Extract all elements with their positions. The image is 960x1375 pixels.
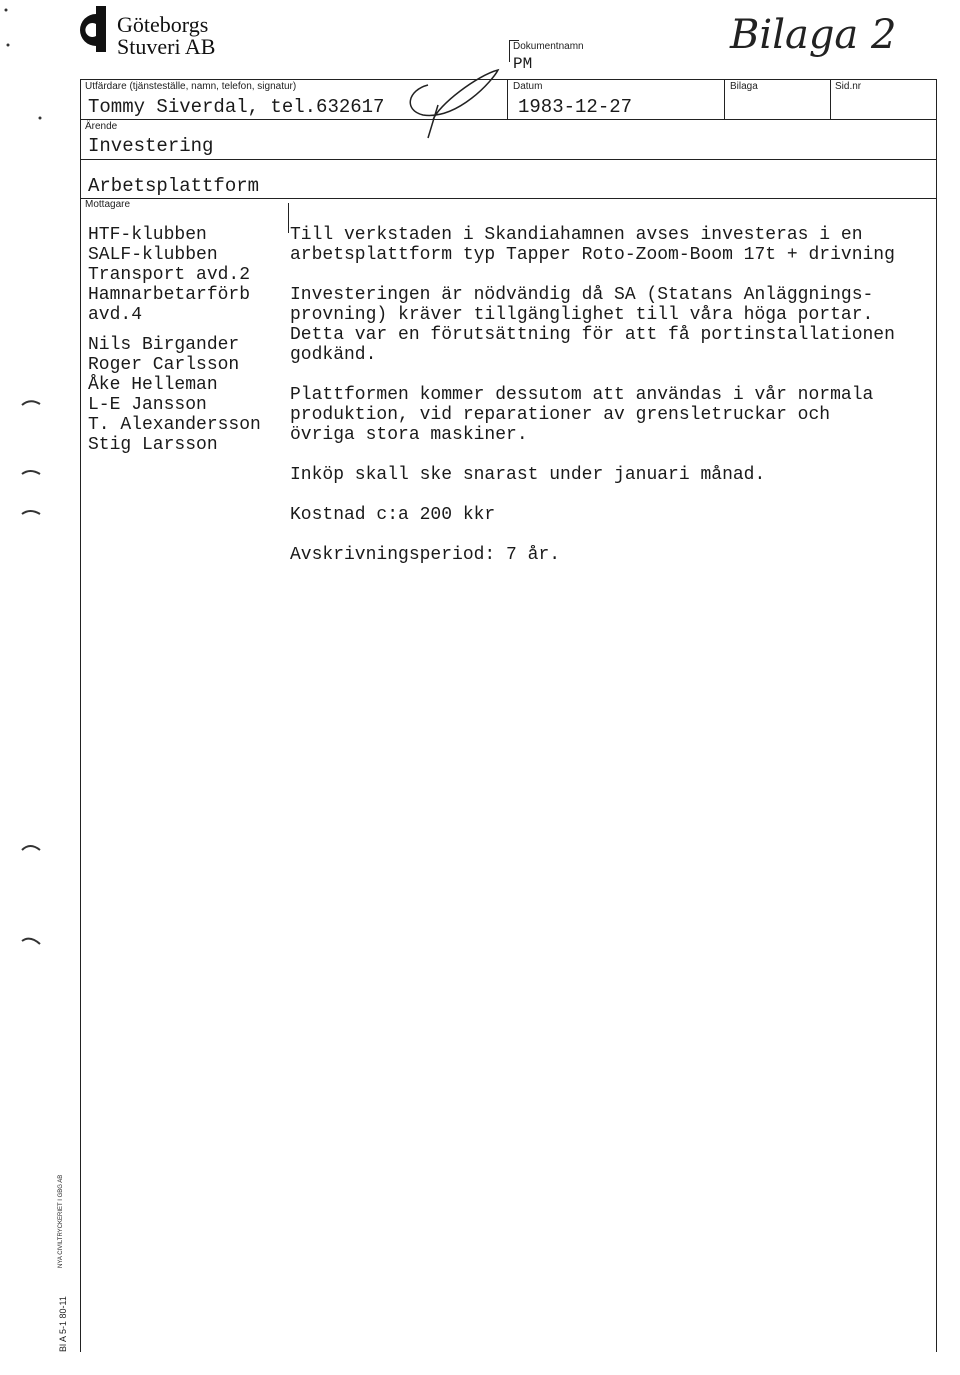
logo-line-2: Stuveri AB <box>117 34 216 59</box>
signature-scribble <box>398 60 508 140</box>
body-text <box>290 225 930 575</box>
mottagare-label: Mottagare <box>85 199 131 210</box>
sidnr-label: Sid.nr <box>835 81 862 92</box>
dokumentnamn-label: Dokumentnamn <box>513 41 584 52</box>
recipient-line: Stig Larsson <box>88 435 218 455</box>
rubrik-value: Arbetsplattform <box>88 175 260 197</box>
printer-imprint: NYA CIVILTRYCKERIET I GBG AB <box>58 1174 64 1268</box>
logo-line-1: Göteborgs <box>117 12 209 37</box>
logo-mark-icon <box>80 6 120 52</box>
recipient-line: avd.4 <box>88 305 143 325</box>
arende-label: Ärende <box>85 121 118 132</box>
body-line: provning) kräver tillgänglighet till våra höga portar. <box>290 305 874 325</box>
recipient-line: HTF-klubben <box>88 225 207 245</box>
datum-label: Datum <box>513 81 543 92</box>
recipient-line: L-E Jansson <box>88 395 207 415</box>
body-line: Avskrivningsperiod: 7 år. <box>290 545 561 565</box>
utfardare-label: Utfärdare (tjänsteställe, namn, telefon, signatur) <box>85 81 297 92</box>
bilaga-label: Bilaga <box>730 81 758 92</box>
recipient-list <box>88 225 288 465</box>
body-line: godkänd. <box>290 345 377 365</box>
recipient-line: SALF-klubben <box>88 245 218 265</box>
body-line: Plattformen kommer dessutom att användas i vår normala <box>290 385 874 405</box>
margin-marks <box>0 0 50 1375</box>
recipient-line: Transport avd.2 <box>88 265 251 285</box>
datum-value: 1983-12-27 <box>518 96 633 118</box>
dokumentnamn-value: PM <box>513 55 533 73</box>
body-line: övriga stora maskiner. <box>290 425 528 445</box>
recipient-line: Roger Carlsson <box>88 355 240 375</box>
body-line: Detta var en förutsättning för att få portinstallationen <box>290 325 895 345</box>
body-line: Investeringen är nödvändig då SA (Statans Anläggnings- <box>290 285 874 305</box>
body-line: produktion, vid reparationer av grensletruckar och <box>290 405 831 425</box>
recipient-line: Hamnarbetarförb <box>88 285 251 305</box>
body-line: Kostnad c:a 200 kkr <box>290 505 496 525</box>
recipient-line: T. Alexandersson <box>88 415 261 435</box>
recipient-line: Åke Helleman <box>88 375 218 395</box>
body-line: arbetsplattform typ Tapper Roto-Zoom-Boom 17t + drivning <box>290 245 895 265</box>
utfardare-value: Tommy Siverdal, tel.632617 <box>88 96 385 118</box>
recipient-line: Nils Birgander <box>88 335 240 355</box>
body-line: Till verkstaden i Skandiahamnen avses investeras i en <box>290 225 863 245</box>
company-logo <box>80 4 250 59</box>
body-line: Inköp skall ske snarast under januari månad. <box>290 465 766 485</box>
form-code: Bl A 5-1 80-11 <box>58 1296 68 1352</box>
arende-value: Investering <box>88 135 214 157</box>
handwritten-bilaga-note: Bilaga 2 <box>730 12 897 58</box>
